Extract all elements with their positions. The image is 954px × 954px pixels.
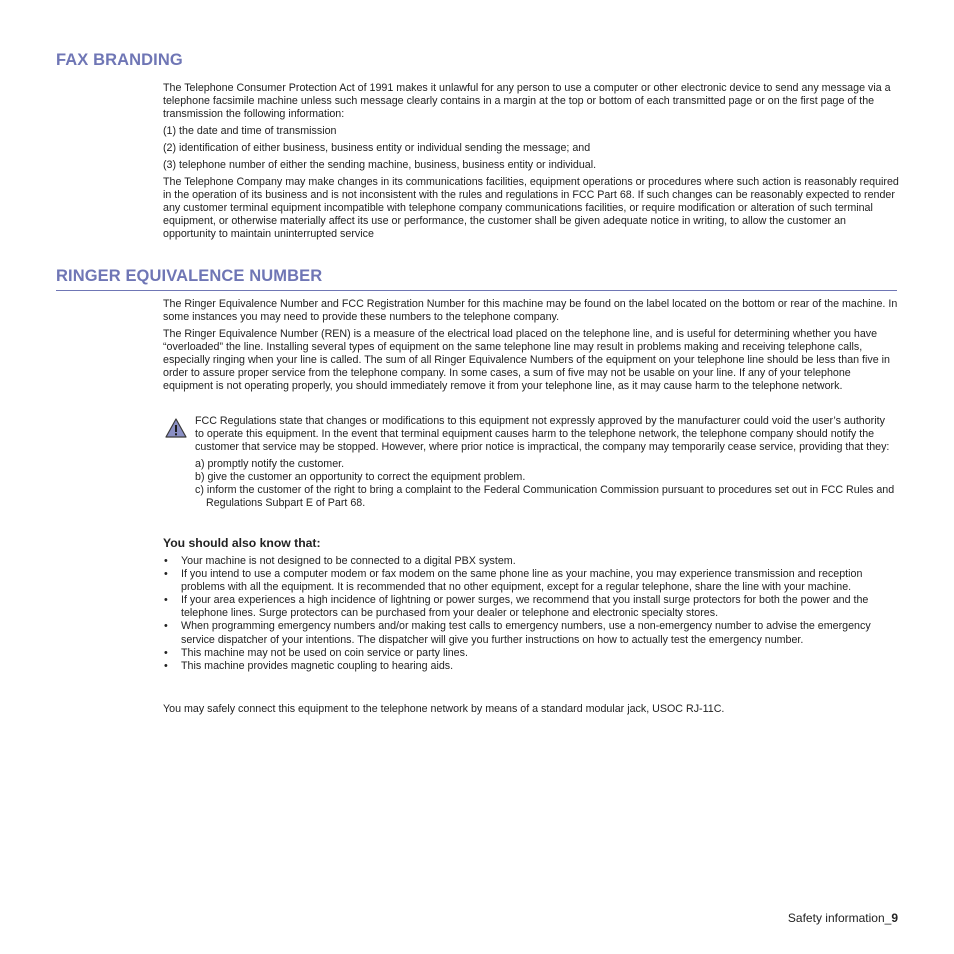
fax-branding-body: [163, 82, 899, 245]
warning-text: FCC Regulations state that changes or modifications to this equipment not expressly approved by the manufacturer could void the user’s authority to operate this equipment. In the event that terminal equipment causes harm to the telephone network, the telephone company should notify the customer that service may be stopped. However, where prior notice is impractical, the company may temporarily cease service, providing that they:: [195, 415, 890, 454]
footer-label: Safety information_: [787, 911, 892, 925]
list-item-text: If your area experiences a high incidence of lightning or power surges, we recommend that you install surge protectors for both the power and the telephone lines. Surge protectors can be purchased from your dealer or telephone and electronic specialty stores.: [181, 594, 869, 620]
bullet-icon: •: [164, 646, 168, 659]
paragraph: The Telephone Company may make changes in its communications facilities, equipment operations or procedures where such action is reasonably required in the operation of its business and is not inconsistent with the rules and regulations in FCC Part 68. If such changes can be reasonably expected to render any customer terminal equipment incompatible with telephone company communications facilities, or require modification or alteration of such terminal equipment, or otherwise materially affect its use or performance, the customer shall be given adequate notice in writing, to allow the customer an opportunity to maintain uninterrupted service: [163, 175, 899, 241]
list-item: [163, 555, 899, 568]
bullet-icon: •: [164, 594, 168, 607]
list-item-text: If you intend to use a computer modem or fax modem on the same phone line as your machine, you may experience transmission and reception problems with all the equipment. It is recommended that no other equipment, except for a regular telephone, share the line with your machine.: [181, 568, 863, 594]
subheading-also-know: You should also know that:: [163, 536, 321, 550]
paragraph: (2) identification of either business, business entity or individual sending the message; and: [163, 141, 591, 154]
list-item-text: Your machine is not designed to be connected to a digital PBX system.: [181, 555, 516, 567]
page-footer: [788, 911, 898, 925]
section-heading-fax-branding: FAX BRANDING: [56, 51, 183, 69]
section-heading-ringer-equivalence: RINGER EQUIVALENCE NUMBER: [56, 267, 323, 285]
paragraph: The Telephone Consumer Protection Act of 1991 makes it unlawful for any person to use a computer or other electronic device to send any message via a telephone facsimile machine unless such message clearly contains in a margin at the top or bottom of each transmitted page or on the first page of the transmission the following information:: [163, 82, 891, 121]
list-item: a) promptly notify the customer.: [195, 458, 345, 471]
paragraph: The Ringer Equivalence Number and FCC Registration Number for this machine may be found on the label located on the bottom or rear of the machine. In some instances you may need to provide these numbers to the telephone company.: [163, 298, 898, 324]
bullet-icon: •: [164, 620, 168, 633]
bullet-icon: •: [164, 659, 168, 672]
paragraph: (3) telephone number of either the sending machine, business, business entity or individual.: [163, 158, 597, 171]
ringer-body: [163, 298, 899, 397]
warning-triangle-icon: [165, 418, 187, 438]
bullet-list: [163, 555, 899, 673]
list-item: [163, 660, 899, 673]
section-divider: [56, 290, 897, 291]
paragraph: The Ringer Equivalence Number (REN) is a measure of the electrical load placed on the telephone line, and is useful for determining whether you have “overloaded” the line. Installing several types of equipment on the same telephone line may result in problems making and receiving telephone calls, especially ringing when your line is called. The sum of all Ringer Equivalence Numbers of the equipment on your telephone line should be less than five in order to assure proper service from the telephone company. In some cases, a sum of five may not be usable on your line. If any of your telephone equipment is not operating properly, you should immediately remove it from your telephone line, as it may cause harm to the telephone network.: [163, 327, 890, 393]
bullet-icon: •: [164, 568, 168, 581]
list-item: b) give the customer an opportunity to correct the equipment problem.: [195, 471, 526, 484]
page-number: 9: [891, 911, 898, 925]
list-item: [163, 568, 899, 594]
list-item: [163, 647, 899, 660]
list-item: [163, 620, 899, 646]
warning-note: [195, 415, 895, 510]
list-item-text: When programming emergency numbers and/or making test calls to emergency numbers, use a non-emergency number to advise the emergency service dispatcher of your intentions. The dispatcher will give you further instructions on how to actually test the emergency number.: [181, 620, 871, 646]
list-item: c) inform the customer of the right to bring a complaint to the Federal Communication Commission pursuant to procedures set out in FCC Rules and Regulations Subpart E of Part 68.: [195, 484, 895, 510]
list-item-text: This machine provides magnetic coupling to hearing aids.: [181, 659, 454, 672]
bullet-icon: •: [164, 555, 168, 567]
warning-list: [195, 458, 895, 510]
paragraph: (1) the date and time of transmission: [163, 125, 337, 138]
list-item: [163, 594, 899, 620]
closing-paragraph: You may safely connect this equipment to the telephone network by means of a standard modular jack, USOC RJ-11C.: [163, 703, 725, 715]
list-item-text: This machine may not be used on coin service or party lines.: [181, 646, 468, 659]
